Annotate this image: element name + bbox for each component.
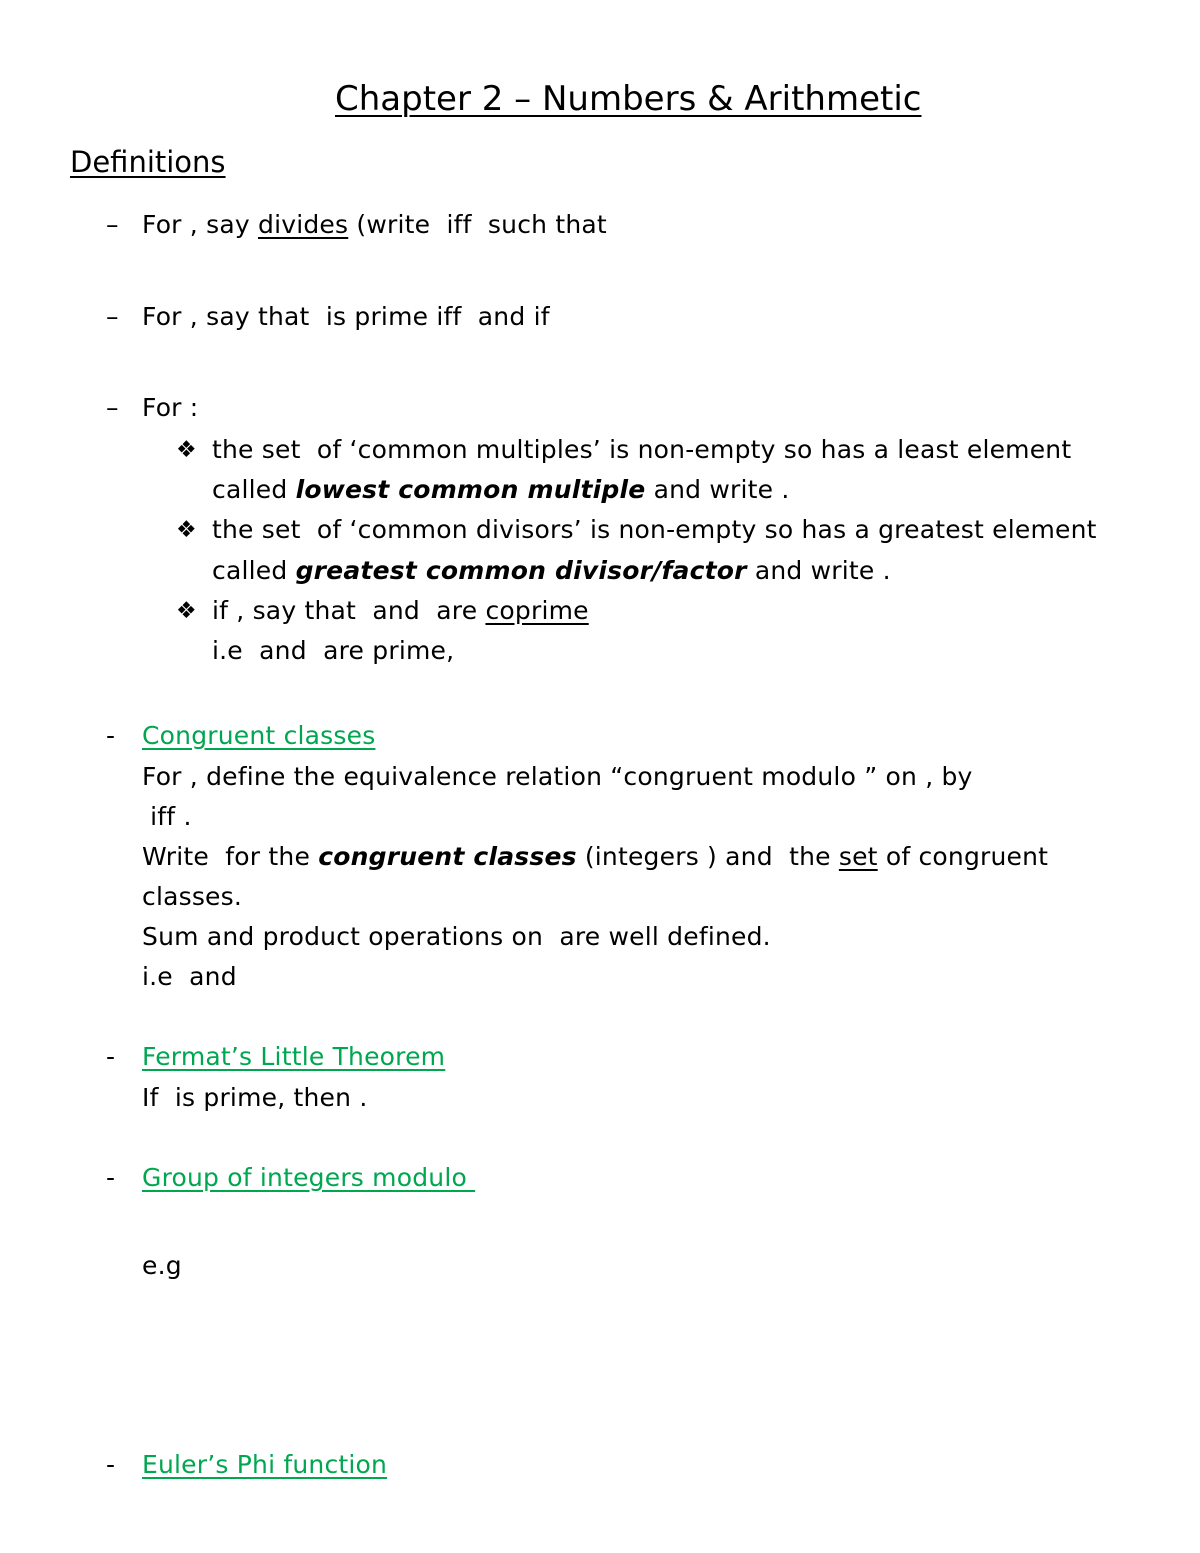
hyphen-bullet: - — [106, 1042, 116, 1071]
coprime-term: coprime — [485, 596, 589, 625]
congruent-classes-term: congruent classes — [318, 842, 577, 871]
lcm-gcd-intro: For : — [142, 393, 199, 422]
euler-heading: Euler’s Phi function — [142, 1450, 388, 1479]
group-eg: e.g — [142, 1251, 182, 1280]
lcm-line-2 — [212, 474, 790, 506]
gcd-line-2-pre: called — [212, 556, 296, 585]
gcd-term: greatest common divisor/factor — [295, 556, 747, 585]
congruent-line-3-post: of congruent — [877, 842, 1049, 871]
diamond-bullet-icon: ❖ — [176, 598, 197, 624]
congruent-classes-heading: Congruent classes — [142, 721, 376, 750]
lcm-term: lowest common multiple — [295, 475, 646, 504]
diamond-bullet-icon: ❖ — [176, 437, 197, 463]
section-heading-definitions: Definitions — [70, 145, 226, 179]
hyphen-bullet: - — [106, 1450, 116, 1479]
diamond-bullet-icon: ❖ — [176, 517, 197, 543]
congruent-line-2: iff . — [142, 802, 192, 831]
congruent-line-5: Sum and product operations on are well defined. — [142, 922, 771, 951]
set-term: set — [838, 842, 878, 871]
dash-bullet: – — [106, 302, 119, 331]
divides-post: (write iff such that — [348, 210, 607, 239]
coprime-pre: if , say that and are — [212, 596, 486, 625]
dash-bullet: – — [106, 210, 119, 239]
page-title: Chapter 2 – Numbers & Arithmetic — [335, 79, 922, 119]
gcd-line-2-post: and write . — [746, 556, 891, 585]
gcd-line-2 — [212, 555, 891, 587]
coprime-line-1 — [212, 595, 589, 627]
divides-term: divides — [258, 210, 349, 239]
congruent-line-3-mid: (integers ) and the — [576, 842, 839, 871]
hyphen-bullet: - — [106, 721, 116, 750]
group-heading: Group of integers modulo — [142, 1163, 476, 1192]
divides-pre: For , say — [142, 210, 258, 239]
lcm-line-2-pre: called — [212, 475, 296, 504]
congruent-line-4: classes. — [142, 882, 243, 911]
fermat-line-1: If is prime, then . — [142, 1083, 368, 1112]
lcm-line-1: the set of ‘common multiples’ is non-empty so has a least element — [212, 435, 1072, 464]
coprime-line-2: i.e and are prime, — [212, 636, 455, 665]
congruent-line-1: For , define the equivalence relation “congruent modulo ” on , by — [142, 762, 973, 791]
lcm-line-2-post: and write . — [645, 475, 790, 504]
dash-bullet: – — [106, 393, 119, 422]
congruent-line-3 — [142, 841, 1048, 873]
congruent-line-6: i.e and — [142, 962, 237, 991]
congruent-line-3-pre: Write for the — [142, 842, 319, 871]
hyphen-bullet: - — [106, 1163, 116, 1192]
gcd-line-1: the set of ‘common divisors’ is non-empty so has a greatest element — [212, 515, 1097, 544]
fermat-heading: Fermat’s Little Theorem — [142, 1042, 446, 1071]
divides-definition — [142, 209, 607, 241]
prime-definition: For , say that is prime iff and if — [142, 302, 550, 331]
